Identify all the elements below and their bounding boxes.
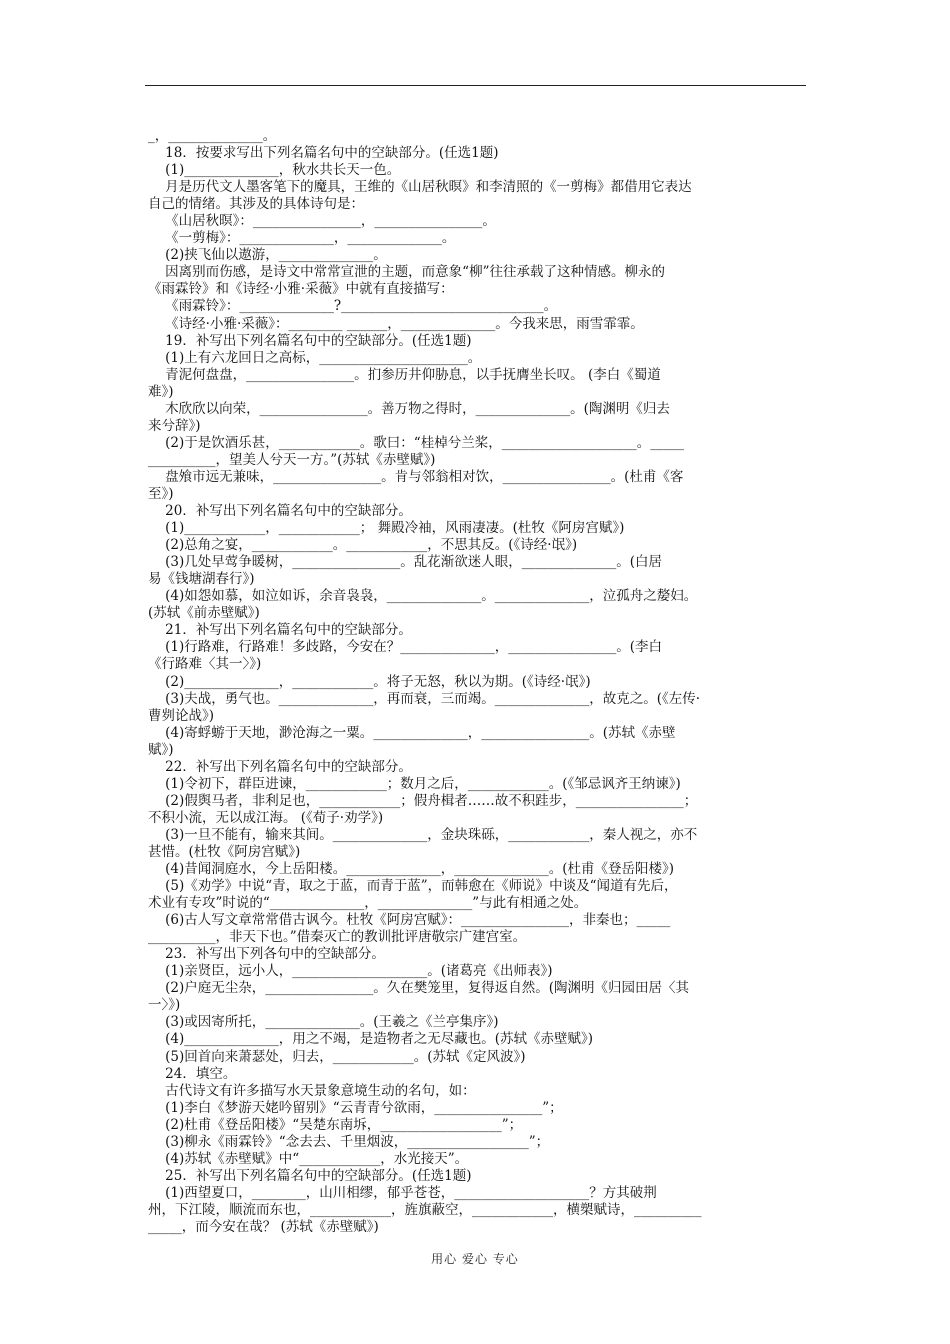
text-line: (1)上有六龙回日之高标，______________________。 — [148, 349, 482, 366]
text-line: 一〉》) — [148, 997, 181, 1014]
text-line: 来兮辞》) — [148, 417, 201, 434]
text-line: 23．补写出下列各句中的空缺部分。 — [148, 946, 385, 963]
text-line: (1)____________，____________； 舞殿冷袖，风雨凄凄。(杜牧《阿房宫赋》) — [148, 520, 625, 537]
text-line: 《行路难〈其一〉》) — [148, 656, 262, 673]
text-line: 甚惜。(杜牧《阿房宫赋》) — [148, 843, 301, 860]
text-line: (3)或因寄所托，______________。(王羲之《兰亭集序》) — [148, 1014, 499, 1031]
text-line: (1)西望夏口，________，山川相缪，郁乎苍苍，____________________？方其破荆 — [148, 1184, 657, 1201]
text-line: __________，望美人兮天一方。”(苏轼《赤壁赋》) — [148, 451, 436, 468]
text-line: 19．补写出下列名篇名句中的空缺部分。(任选1题) — [148, 332, 472, 349]
text-line: (2)假舆马者，非利足也，____________；假舟楫者……故不积跬步，________________； — [148, 792, 698, 809]
text-line: (3)柳永《雨霖铃》“念去去、千里烟波，__________________”； — [148, 1133, 550, 1150]
text-line: (4)______________，用之不竭，是造物者之无尽藏也。(苏轼《赤壁赋》) — [148, 1031, 594, 1048]
text-line: (5)《劝学》中说“青，取之于蓝，而青于蓝”，而韩愈在《师说》中谈及“闻道有先后， — [148, 878, 678, 895]
text-line: (2)杜甫《登岳阳楼》“吴楚东南坼，__________________”； — [148, 1116, 523, 1133]
text-line: (2)于是饮酒乐甚，____________。歌曰：“桂棹兮兰桨，____________________。_____ — [148, 434, 684, 451]
text-line: (3)夫战，勇气也。______________，再而衰，三而竭。______________，故克之。(《左传· — [148, 690, 701, 707]
text-line: (3)一旦不能有，输来其间。______________，金块珠砾，____________，秦人视之，亦不 — [148, 826, 698, 843]
text-line: 《一剪梅》：______________，______________。 — [148, 230, 456, 247]
text-line: 《诗经·小雅·采薇》：________ ______，______________。今我来思，雨雪霏霏。 — [148, 315, 644, 332]
text-line: (1)______________，秋水共长天一色。 — [148, 162, 401, 179]
text-line: (1)李白《梦游天姥吟留别》“云青青兮欲雨，________________”； — [148, 1099, 563, 1116]
text-line: (4)寄蜉蝣于天地，渺沧海之一粟。______________，________________。(苏轼《赤壁 — [148, 724, 676, 741]
text-line: 自己的情绪。其涉及的具体诗句是： — [148, 196, 364, 213]
text-line: (3)几处早莺争暖树，________________。乱花渐欲迷人眼，______________。(白居 — [148, 554, 663, 571]
text-line: (6)古人写文章常常借古讽今。杜牧《阿房宫赋》：________________，非秦也；_____ — [148, 912, 671, 929]
text-line: (4)如怨如慕，如泣如诉，余音袅袅，______________。______________，泣孤舟之嫠妇。 — [148, 588, 698, 605]
text-line: 古代诗文有许多描写水天景象意境生动的名句，如： — [148, 1082, 476, 1099]
text-line: (2)户庭无尘杂，________________。久在樊笼里，复得返自然。(陶渊明《归园田居〈其 — [148, 980, 690, 997]
text-line: 24．填空。 — [148, 1065, 237, 1082]
text-line: 赋》) — [148, 741, 174, 758]
text-line: (1)行路难，行路难！多歧路，今安在？______________，________________。(李白 — [148, 639, 663, 656]
text-line: (1)亲贤臣，远小人，____________________。(诸葛亮《出师表》) — [148, 963, 553, 980]
text-line: 《山居秋暝》：________________，________________。 — [148, 213, 496, 230]
text-line: 盘飧市远无兼味，________________。肯与邻翁相对饮，________________。(杜甫《客 — [148, 468, 684, 485]
text-line: 25．补写出下列名篇名句中的空缺部分。(任选1题) — [148, 1167, 472, 1184]
text-line: (5)回首向来萧瑟处，归去，____________。(苏轼《定风波》) — [148, 1048, 526, 1065]
text-line: 至》) — [148, 485, 174, 502]
text-line: 曹刿论战》) — [148, 707, 215, 724]
text-line: 州，下江陵，顺流而东也，____________，旌旗蔽空，____________，横槊赋诗，__________ — [148, 1201, 702, 1218]
text-line: (4)昔闻洞庭水，今上岳阳楼。______________，______________。(杜甫《登岳阳楼》) — [148, 861, 675, 878]
text-line: 《雨霖铃》和《诗经·小雅·采薇》中就有直接描写： — [148, 281, 454, 298]
text-line: 18．按要求写出下列名篇名句中的空缺部分。(任选1题) — [148, 145, 499, 162]
text-line: 木欣欣以向荣，________________。善万物之得时，______________。(陶渊明《归去 — [148, 400, 670, 417]
text-line: 因离别而伤感，是诗文中常常宣泄的主题，而意象“柳”往往承载了这种情感。柳永的 — [148, 264, 665, 281]
document-body — [148, 128, 808, 1236]
header-rule — [145, 85, 806, 86]
text-line: 22．补写出下列名篇名句中的空缺部分。 — [148, 758, 412, 775]
text-line: _____，而今安在哉？ (苏轼《赤壁赋》) — [148, 1219, 379, 1235]
text-line: (2)挟飞仙以遨游，______________。 — [148, 247, 387, 264]
text-line: __________，非天下也。”借秦灭亡的教训批评唐敬宗广建宫室。 — [148, 929, 527, 946]
text-line: 难》) — [148, 383, 174, 400]
text-line: 月是历代文人墨客笔下的魔具，王维的《山居秋暝》和李清照的《一剪梅》都借用它表达 — [148, 179, 692, 196]
text-line: 术业有专攻”时说的“______________，______________”与此有相通之处。 — [148, 895, 588, 912]
text-line: 《雨霖铃》：______________?______________________________。 — [148, 298, 558, 315]
text-line: (4)苏轼《赤壁赋》中“____________，水光接天”。 — [148, 1150, 469, 1167]
page-footer: 用心 爱心 专心 — [431, 1252, 519, 1266]
text-line: 青泥何盘盘，________________。扪参历井仰胁息，以手抚膺坐长叹。 (李白《蜀道 — [148, 366, 661, 383]
text-line: (2)总角之宴，____________。____________，不思其反。(《诗经·氓》) — [148, 537, 578, 554]
text-line: (苏轼《前赤壁赋》) — [148, 605, 260, 622]
text-line: (2)______________，____________。将子无怒，秋以为期。(《诗经·氓》) — [148, 673, 591, 690]
text-line: 易《钱塘湖春行》) — [148, 571, 255, 588]
text-line: (1)令初下，群臣进谏，____________；数月之后，____________。(《邹忌讽齐王纳谏》) — [148, 775, 681, 792]
text-line: _，______________。 — [148, 128, 277, 144]
text-line: 21．补写出下列名篇名句中的空缺部分。 — [148, 622, 412, 639]
text-line: 不积小流，无以成江海。 (《荀子·劝学》) — [148, 809, 384, 826]
text-line: 20．补写出下列名篇名句中的空缺部分。 — [148, 503, 412, 520]
